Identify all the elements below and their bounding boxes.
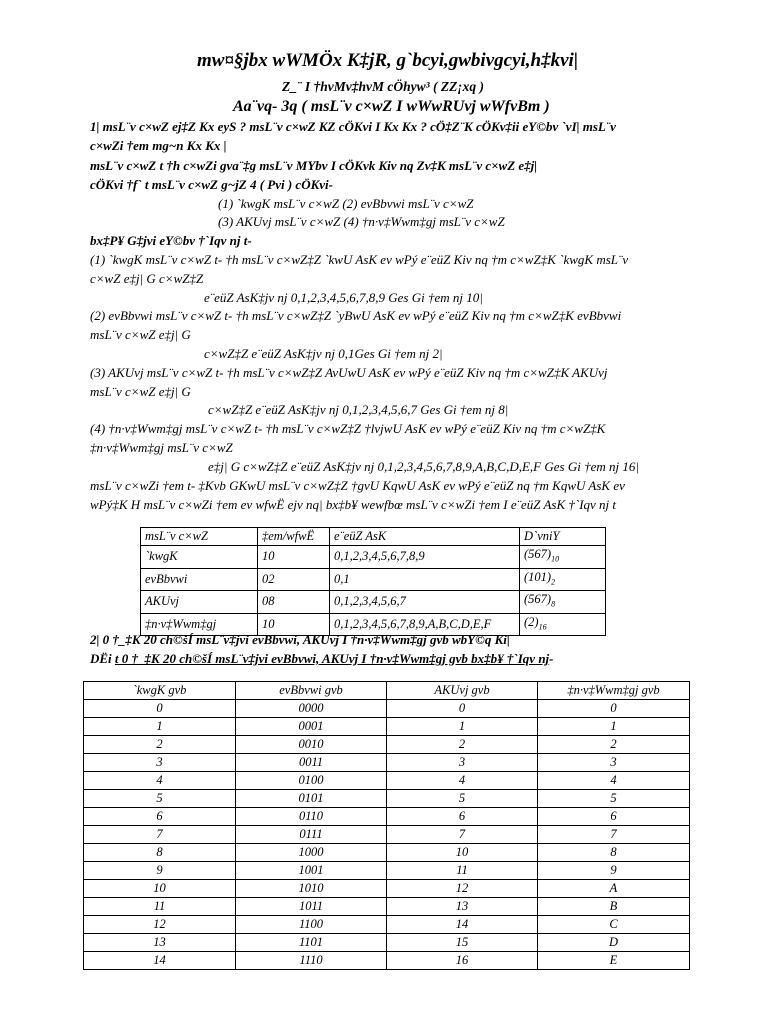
document-title: mw¤§jbx wWMÖx K‡jR, g`bcyi,gwbivgcyi,h‡kvi| <box>197 50 579 71</box>
table-cell: 1010 <box>236 880 387 898</box>
table-row <box>84 754 690 772</box>
table-cell: 0110 <box>236 808 387 826</box>
number-system-table <box>140 527 606 636</box>
table-cell: E <box>538 952 690 970</box>
question-1-line-1: 1| msL¨v c×wZ ej‡Z Kx eyS ? msL¨v c×wZ KZ cÖKvi I Kx Kx ? cÖ‡Z¨K cÖKv‡ii eY©bv `vI| msL¨v <box>90 119 616 134</box>
table-row <box>84 898 690 916</box>
table-cell: A <box>538 880 690 898</box>
table-cell: D <box>538 934 690 952</box>
table-header-cell: evBbvwi gvb <box>236 682 387 700</box>
hex-line-1: (4) †n·v‡Wwm‡gj msL¨v c×wZ t- †h msL¨v c×wZ‡Z †lvjwU AsK ev wPý e¨eüZ Kiv nq †m c×wZ‡K <box>90 421 606 436</box>
document-subtitle: Z_¨ I †hvMv‡hvM cÖhyw³ ( ZZ¡xq ) <box>282 79 485 94</box>
table-cell: 11 <box>387 862 538 880</box>
table-cell: evBbvwi <box>141 568 258 591</box>
table-cell: 0001 <box>236 718 387 736</box>
table-cell: 5 <box>84 790 236 808</box>
table-cell: 0,1 <box>330 568 520 591</box>
table-cell: 9 <box>538 862 690 880</box>
table-row <box>84 772 690 790</box>
table-cell: 0101 <box>236 790 387 808</box>
question-2: 2| 0 †_‡K 20 ch©šÍ msL¨v‡jvi evBbvwi, AKUvj I †n·v‡Wwm‡gj gvb wbY©q Ki| <box>90 632 510 647</box>
table-cell: 14 <box>84 952 236 970</box>
table-header-cell: D`vniY <box>520 528 606 546</box>
table-header-cell: ‡n·v‡Wwm‡gj gvb <box>538 682 690 700</box>
hex-line-2: ‡n·v‡Wwm‡gj msL¨v c×wZ <box>90 440 233 455</box>
table-cell: 4 <box>538 772 690 790</box>
table-cell: 0000 <box>236 700 387 718</box>
table-cell: 5 <box>538 790 690 808</box>
table-cell: 6 <box>84 808 236 826</box>
binary-line-3: c×wZ‡Z e¨eüZ AsK‡jv nj 0,1Ges Gi †em nj 2| <box>204 346 443 361</box>
table-row <box>141 568 606 591</box>
table-cell: $(101)_2$ <box>520 568 606 591</box>
types-list-line-1: (1) `kwgK msL¨v c×wZ (2) evBbvwi msL¨v c×wZ <box>218 196 474 211</box>
table-cell: 3 <box>538 754 690 772</box>
table-cell: 13 <box>387 898 538 916</box>
table-row <box>84 880 690 898</box>
table-cell: 8 <box>538 844 690 862</box>
table-header-row <box>84 682 690 700</box>
table-cell: 0,1,2,3,4,5,6,7 <box>330 591 520 614</box>
table-cell: 12 <box>84 916 236 934</box>
table-header-cell: msL¨v c×wZ <box>141 528 258 546</box>
table-row <box>141 591 606 614</box>
types-list-line-2: (3) AKUvj msL¨v c×wZ (4) †n·v‡Wwm‡gj msL¨v c×wZ <box>218 214 505 229</box>
table-row <box>84 808 690 826</box>
table-cell: 1101 <box>236 934 387 952</box>
table-cell: 0,1,2,3,4,5,6,7,8,9 <box>330 546 520 569</box>
table-cell: 0 <box>387 700 538 718</box>
conversion-table <box>83 681 690 970</box>
table-cell: 12 <box>387 880 538 898</box>
table-cell: 1000 <box>236 844 387 862</box>
table-cell: 2 <box>538 736 690 754</box>
table-row <box>84 952 690 970</box>
table-cell: 13 <box>84 934 236 952</box>
octal-line-1: (3) AKUvj msL¨v c×wZ t- †h msL¨v c×wZ‡Z AvUwU AsK ev wPý e¨eüZ Kiv nq †m c×wZ‡K AKUvj <box>90 365 608 380</box>
table-cell: 11 <box>84 898 236 916</box>
table-cell: ‡n·v‡Wwm‡gj <box>141 613 258 636</box>
table-row <box>84 736 690 754</box>
table-cell: 9 <box>84 862 236 880</box>
table-row <box>141 546 606 569</box>
octal-line-3: c×wZ‡Z e¨eüZ AsK‡jv nj 0,1,2,3,4,5,6,7 Ges Gi †em nj 8| <box>208 402 509 417</box>
table-row <box>84 826 690 844</box>
table-cell: 7 <box>84 826 236 844</box>
table-cell: 16 <box>387 952 538 970</box>
table-row <box>84 700 690 718</box>
base-definition-line-1: msL¨v c×wZi †em t- ‡Kvb GKwU msL¨v c×wZ‡Z †gvU KqwU AsK ev wPý e¨eüZ nq †m KqwU AsK ev <box>90 478 625 493</box>
base-definition-line-2: wPý‡K H msL¨v c×wZi †em ev wfwË ejv nq| bx‡b¥ wewfbœ msL¨v c×wZi †em I e¨eüZ AsK †`Iqv nj t <box>90 497 617 512</box>
table-cell: 1011 <box>236 898 387 916</box>
table-cell: C <box>538 916 690 934</box>
table-cell: 0111 <box>236 826 387 844</box>
table-cell: 02 <box>258 568 330 591</box>
table-cell: 0 <box>538 700 690 718</box>
table-row <box>84 862 690 880</box>
table-header-cell: AKUvj gvb <box>387 682 538 700</box>
table-cell: 14 <box>387 916 538 934</box>
definition-line: msL¨v c×wZ t †h c×wZi gva¨‡g msL¨v MYbv I cÖKvk Kiv nq Zv‡K msL¨v c×wZ e‡j| <box>90 158 538 173</box>
table-cell: 8 <box>84 844 236 862</box>
table-cell: AKUvj <box>141 591 258 614</box>
table-cell: 1 <box>538 718 690 736</box>
table-cell: 7 <box>387 826 538 844</box>
table-cell: 08 <box>258 591 330 614</box>
table-cell: 10 <box>258 546 330 569</box>
table-cell: 2 <box>84 736 236 754</box>
table-cell: 1 <box>84 718 236 736</box>
table-cell: 3 <box>387 754 538 772</box>
table-cell: 7 <box>538 826 690 844</box>
table-cell: 3 <box>84 754 236 772</box>
table-header-cell: `kwgK gvb <box>84 682 236 700</box>
table-cell: 15 <box>387 934 538 952</box>
table-cell: 10 <box>387 844 538 862</box>
table-row <box>84 844 690 862</box>
table-cell: 0011 <box>236 754 387 772</box>
table-cell: 4 <box>387 772 538 790</box>
table-cell: 0,1,2,3,4,5,6,7,8,9,A,B,C,D,E,F <box>330 613 520 636</box>
table-header-row <box>141 528 606 546</box>
table-row <box>84 934 690 952</box>
table-header-cell: ‡em/wfwË <box>258 528 330 546</box>
table-cell: 2 <box>387 736 538 754</box>
question-1-line-2: c×wZi †em mg~n Kx Kx | <box>90 138 227 153</box>
table-cell: 1001 <box>236 862 387 880</box>
table-row <box>84 718 690 736</box>
table-cell: 6 <box>538 808 690 826</box>
table-cell: `kwgK <box>141 546 258 569</box>
table-cell: 1100 <box>236 916 387 934</box>
table-row <box>84 916 690 934</box>
table-cell: B <box>538 898 690 916</box>
decimal-line-1: (1) `kwgK msL¨v c×wZ t- †h msL¨v c×wZ‡Z `kwU AsK ev wPý e¨eüZ Kiv nq †m c×wZ‡K `kwgK msL¨v <box>90 252 629 267</box>
table-cell: $(567)_{10}$ <box>520 546 606 569</box>
table-cell: 6 <box>387 808 538 826</box>
binary-line-1: (2) evBbvwi msL¨v c×wZ t- †h msL¨v c×wZ‡Z `yBwU AsK ev wPý e¨eüZ Kiv nq †m c×wZ‡K evBbvwi <box>90 308 622 323</box>
decimal-line-3: e¨eüZ AsK‡jv nj 0,1,2,3,4,5,6,7,8,9 Ges Gi †em nj 10| <box>204 290 483 305</box>
table-cell: 0 <box>84 700 236 718</box>
table-row <box>84 790 690 808</box>
table-cell: 4 <box>84 772 236 790</box>
table-header-cell: e¨eüZ AsK <box>330 528 520 546</box>
table-cell: 10 <box>258 613 330 636</box>
table-cell: 10 <box>84 880 236 898</box>
table-cell: 5 <box>387 790 538 808</box>
table-cell: 0100 <box>236 772 387 790</box>
types-intro-line: cÖKvi †f` t msL¨v c×wZ g~jZ 4 ( Pvi ) cÖKvi- <box>90 177 333 192</box>
description-heading: bx‡P¥ G‡jvi eY©bv †`Iqv nj t- <box>90 233 252 248</box>
table-cell: 1110 <box>236 952 387 970</box>
table-cell: 1 <box>387 718 538 736</box>
octal-line-2: msL¨v c×wZ e‡j| G <box>90 384 191 399</box>
answer-heading: DËi t 0 †_‡K 20 ch©šÍ msL¨v‡jvi evBbvwi, AKUvj I †n·v‡Wwm‡gj gvb bx‡b¥ †`Iqv nj- <box>90 651 554 666</box>
table-cell: 0010 <box>236 736 387 754</box>
binary-line-2: msL¨v c×wZ e‡j| G <box>90 327 191 342</box>
hex-line-3: e‡j| G c×wZ‡Z e¨eüZ AsK‡jv nj 0,1,2,3,4,5,6,7,8,9,A,B,C,D,E,F Ges Gi †em nj 16| <box>208 459 639 474</box>
table-cell: $(2)_{16}$ <box>520 613 606 636</box>
decimal-line-2: c×wZ e‡j| G c×wZ‡Z <box>90 271 204 286</box>
chapter-heading: Aa¨vq- 3q ( msL¨v c×wZ I wWwRUvj wWfvBm ) <box>233 98 550 115</box>
table-cell: $(567)_8$ <box>520 591 606 614</box>
